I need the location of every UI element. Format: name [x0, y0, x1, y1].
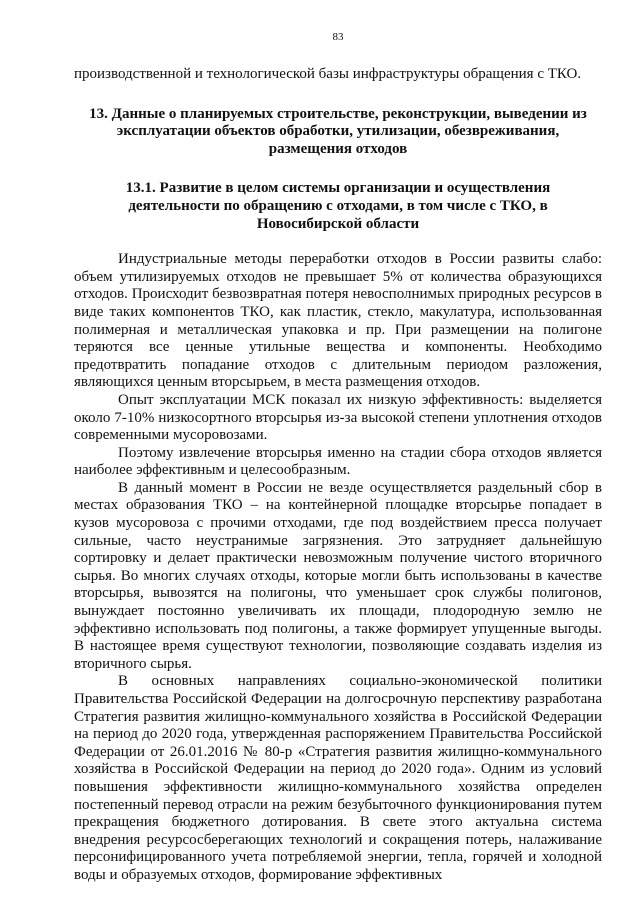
paragraph-5: В основных направлениях социально-экономической политики Правительства Российской Федерации на долгосрочную перспективу разработана Стратегия развития жилищно-коммунального хозяйства в Российской Федерации на период до 2020 года, утвержденная распоряжением Правительства Российской Федерации от 26.01.2016 № 80-р «Стратегия развития жилищно-коммунального хозяйства в Российской Федерации на период до 2020 года». Одним из условий повышения эффективности жилищно-коммунального хозяйства определен постепенный перевод отрасли на режим безубыточного функционирования путем прекращения бюджетного дотирования. В свете этого актуальна система внедрения ресурсосберегающих технологий и сокращения потерь, налаживание персонифицированного учета потребляемой энергии, тепла, горячей и холодной воды и образуемых отходов, формирование эффективных: [74, 673, 602, 883]
paragraph-1: Индустриальные методы переработки отходов в России развиты слабо: объем утилизируемых отходов не превышает 5% от количества образующихся отходов. Происходит безвозвратная потеря невосполнимых природных ресурсов в виде таких компонентов ТКО, как пластик, стекло, макулатура, использованная полимерная и металлическая упаковка и пр. При размещении на полигоне теряются все ценные утильные вещества и компоненты. Необходимо предотвратить попадание отходов с длительным периодом разложения, являющихся ценным вторсырьем, в места размещения отходов.: [74, 251, 602, 391]
document-page: [74, 30, 602, 885]
subsection-heading: 13.1. Развитие в целом системы организации и осуществления деятельности по обращению с отходами, в том числе с ТКО, в Новосибирской области: [125, 180, 551, 232]
paragraph-4: В данный момент в России не везде осуществляется раздельный сбор в местах образования ТКО – на контейнерной площадке вторсырье попадает в кузов мусоровоза с прочими отходами, где под воздействием пресса получает сильные, часто неустранимые загрязнения. Это затрудняет дальнейшую сортировку и делает практически невозможным получение чистого вторичного сырья. Во многих случаях отходы, которые могли быть использованы в качестве вторсырья, вывозятся на полигоны, что уменьшает срок службы полигонов, вынуждает постоянно увеличивать их площади, плодородную землю не эффективно использовать под полигоны, а также формирует упущенные выгоды. В настоящее время существуют технологии, позволяющие создавать изделия из вторичного сырья.: [74, 479, 602, 672]
intro-line: производственной и технологической базы инфраструктуры обращения с ТКО.: [74, 66, 582, 82]
page-number: 83: [332, 31, 344, 43]
paragraph-2: Опыт эксплуатации МСК показал их низкую эффективность: выделяется около 7-10% низкосортного вторсырья из-за высокой степени уплотнения отходов современными мусоровозами.: [74, 391, 602, 444]
section-heading: 13. Данные о планируемых строительстве, реконструкции, выведении из эксплуатации объектов обработки, утилизации, обезвреживания, размещения отходов: [89, 105, 587, 157]
paragraph-3: Поэтому извлечение вторсырья именно на стадии сбора отходов является наиболее эффективным и целесообразным.: [74, 444, 602, 479]
